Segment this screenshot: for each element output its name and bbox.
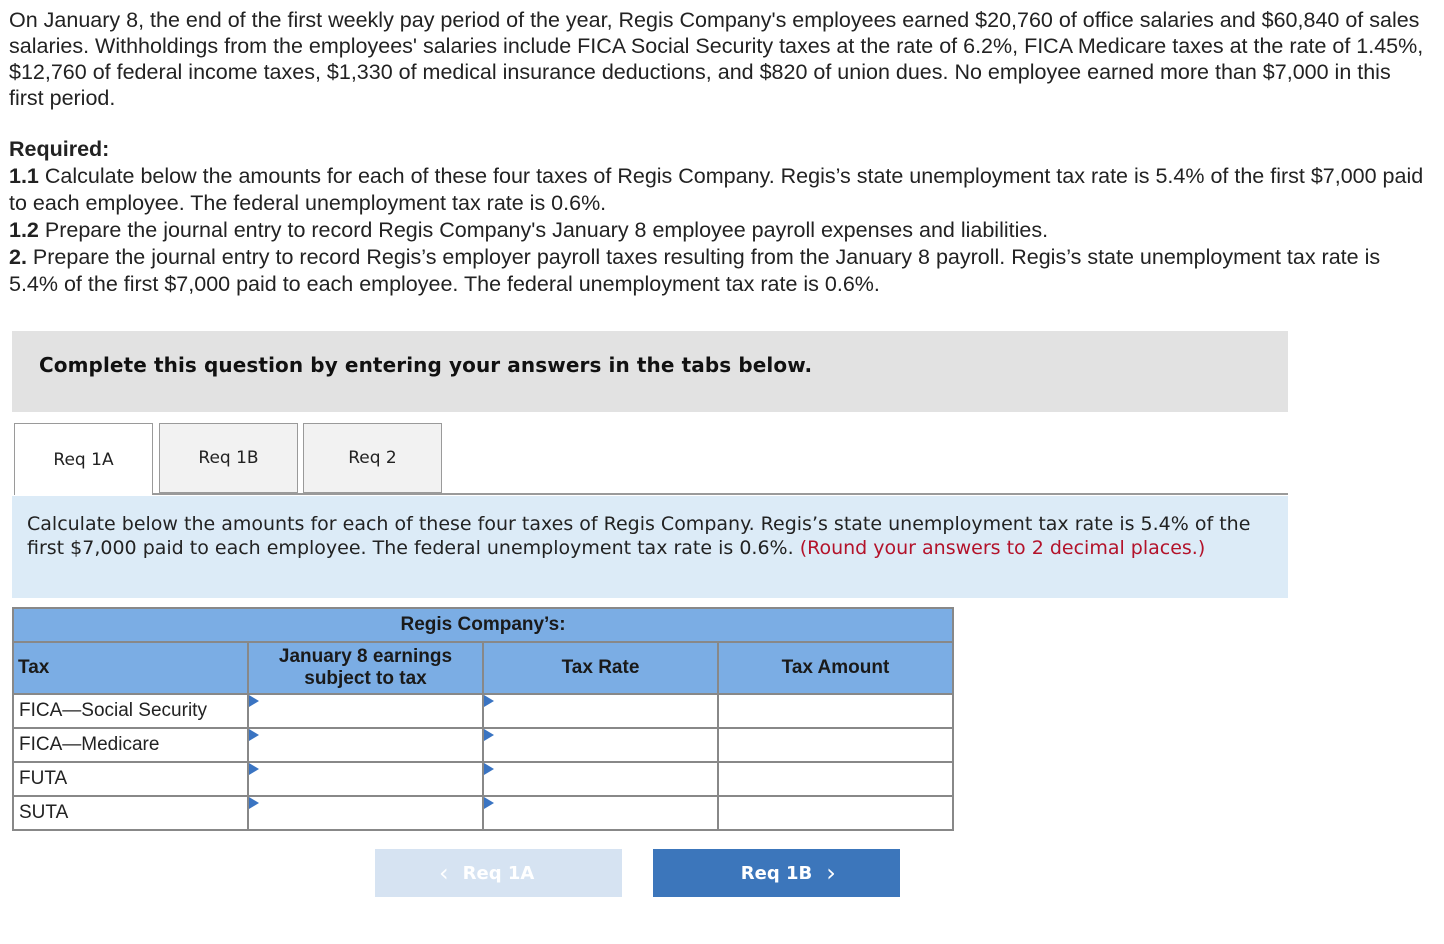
instruction-banner — [12, 331, 1288, 412]
prev-button-label: Req 1A — [462, 862, 535, 884]
required-item-number: 1.2 — [9, 218, 39, 242]
next-button-label: Req 1B — [740, 862, 813, 884]
tax-amount-input[interactable] — [718, 762, 953, 796]
header-tax-amount: Tax Amount — [718, 642, 953, 694]
earnings-input[interactable] — [248, 796, 483, 830]
tax-amount-input[interactable] — [718, 728, 953, 762]
header-earnings-subject-to-tax: January 8 earnings subject to tax — [248, 642, 483, 694]
table-row — [13, 728, 953, 762]
instructions-text: Calculate below the amounts for each of these four taxes of Regis Company. Regis’s state unemployment tax rate is 5.4% of the first $7,000 paid to each employee. The federal unemployment tax rate is 0.6%. — [27, 513, 1251, 559]
input-marker-icon — [484, 695, 494, 707]
chevron-left-icon: ‹ — [439, 859, 449, 887]
earnings-input[interactable] — [248, 694, 483, 728]
tax-rate-input[interactable] — [483, 796, 718, 830]
input-marker-icon — [484, 797, 494, 809]
required-section — [9, 136, 1429, 298]
input-marker-icon — [249, 695, 259, 707]
prev-button[interactable] — [375, 849, 622, 897]
tab-req-2[interactable]: Req 2 — [303, 423, 442, 493]
earnings-input[interactable] — [248, 762, 483, 796]
table-row — [13, 796, 953, 830]
table-group-header: Regis Company’s: — [13, 608, 953, 642]
input-marker-icon — [249, 763, 259, 775]
input-marker-icon — [484, 763, 494, 775]
required-item-1-2 — [9, 217, 1429, 244]
tab-baseline — [14, 493, 1288, 495]
question-instructions — [12, 496, 1288, 598]
required-item-text: Prepare the journal entry to record Regis Company's January 8 employee payroll expenses and liabilities. — [38, 218, 1049, 242]
required-item-2 — [9, 244, 1429, 298]
problem-intro: On January 8, the end of the first weekly pay period of the year, Regis Company's employees earned $20,760 of office salaries and $60,840 of sales salaries. Withholdings from the employees' salaries include FICA Social Security taxes at the rate of 6.2%, FICA Medicare taxes at the rate of 1.45%, $12,760 of federal income taxes, $1,330 of medical insurance deductions, and $820 of union dues. No employee earned more than $7,000 in this first period. — [9, 8, 1424, 110]
tab-req-1b[interactable]: Req 1B — [159, 423, 298, 493]
earnings-input[interactable] — [248, 728, 483, 762]
tax-amount-input[interactable] — [718, 796, 953, 830]
required-item-1-1 — [9, 163, 1429, 217]
required-item-text: Calculate below the amounts for each of these four taxes of Regis Company. Regis’s state unemployment tax rate is 5.4% of the first $7,000 paid to each employee. The federal unemployment tax rate is 0.6%. — [9, 164, 1424, 215]
input-marker-icon — [249, 797, 259, 809]
tab-req-1a[interactable]: Req 1A — [14, 423, 153, 495]
rounding-note: (Round your answers to 2 decimal places.) — [799, 537, 1206, 559]
tax-table — [12, 607, 954, 831]
header-tax: Tax — [13, 642, 248, 694]
header-tax-rate: Tax Rate — [483, 642, 718, 694]
tax-rate-input[interactable] — [483, 694, 718, 728]
instructions-paragraph — [27, 512, 1267, 560]
tab-bar — [14, 423, 1288, 495]
input-marker-icon — [249, 729, 259, 741]
required-item-number: 1.1 — [9, 164, 39, 188]
input-marker-icon — [484, 729, 494, 741]
required-item-text: Prepare the journal entry to record Regis’s employer payroll taxes resulting from the January 8 payroll. Regis’s state unemployment tax rate is 5.4% of the first $7,000 paid to each employee. The federal unemployment tax rate is 0.6%. — [9, 245, 1381, 296]
next-button[interactable] — [653, 849, 900, 897]
row-label-futa: FUTA — [13, 762, 248, 796]
required-item-number: 2. — [9, 245, 27, 269]
table-row — [13, 762, 953, 796]
tax-rate-input[interactable] — [483, 762, 718, 796]
tax-rate-input[interactable] — [483, 728, 718, 762]
required-heading: Required: — [9, 137, 110, 161]
instruction-text: Complete this question by entering your answers in the tabs below. — [39, 353, 813, 377]
tax-amount-input[interactable] — [718, 694, 953, 728]
row-label-fica-social-security: FICA—Social Security — [13, 694, 248, 728]
row-label-fica-medicare: FICA—Medicare — [13, 728, 248, 762]
table-row — [13, 694, 953, 728]
chevron-right-icon: › — [826, 859, 836, 887]
row-label-suta: SUTA — [13, 796, 248, 830]
